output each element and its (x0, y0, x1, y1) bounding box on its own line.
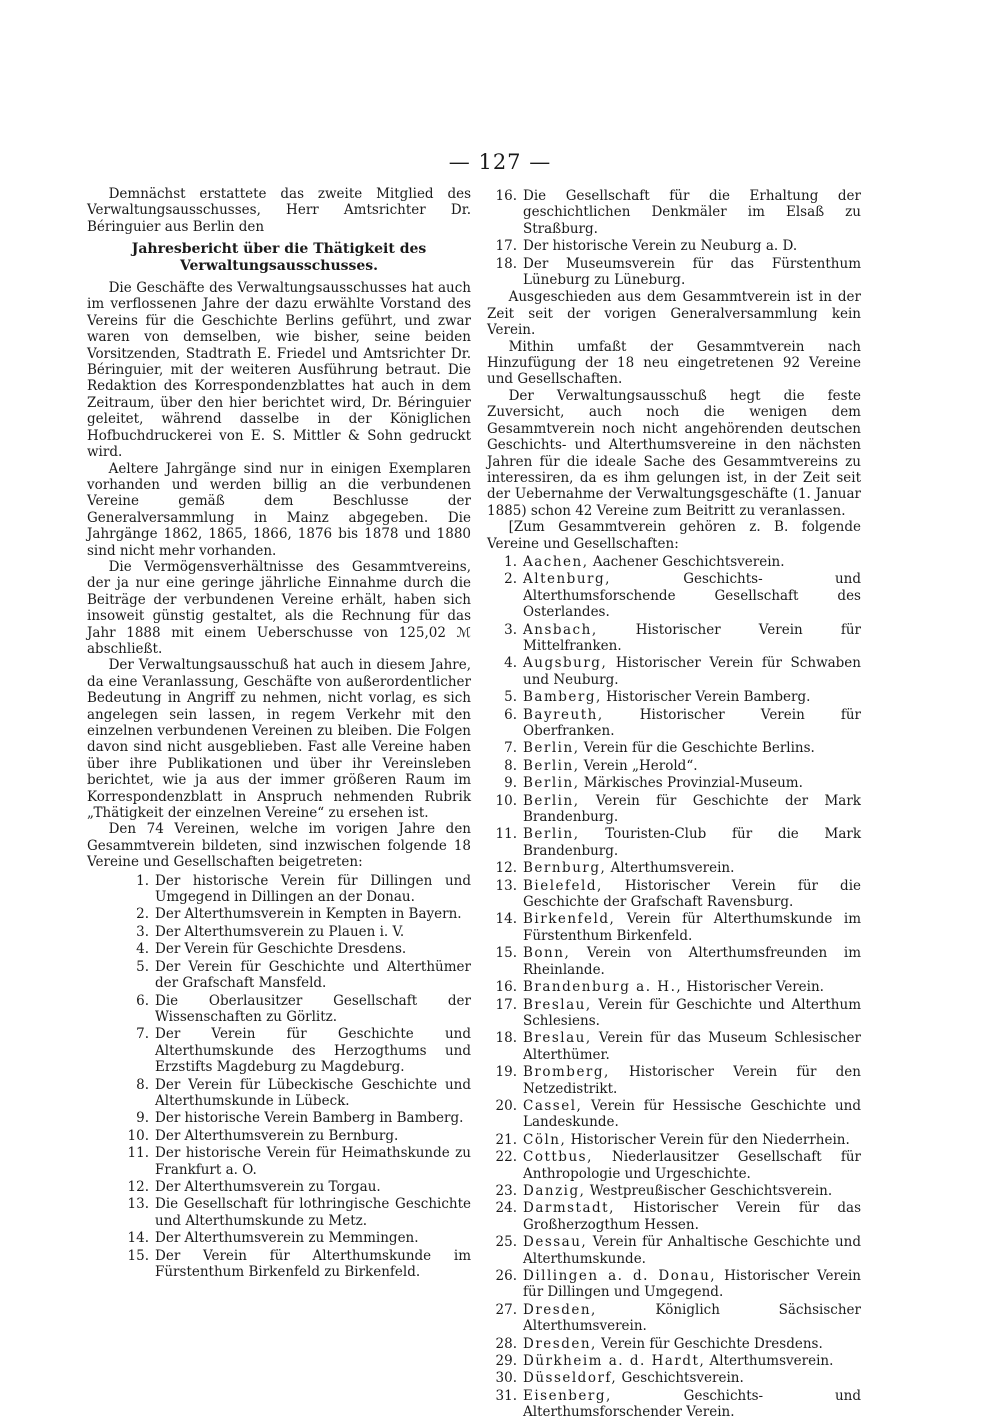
society-place-name: Berlin, (523, 792, 580, 809)
list-item-number: 16. (495, 188, 517, 204)
list-item (487, 878, 861, 911)
list-item (487, 707, 861, 740)
society-place-name: Danzig, (523, 1182, 586, 1199)
list-item-text: Historischer Verein Bamberg. (606, 689, 811, 706)
list-item-text: Der historische Verein für Dillingen und Umgegend in Dillingen an der Donau. (155, 872, 471, 906)
list-item-text: Der Alterthumsverein zu Torgau. (155, 1178, 381, 1195)
list-item-number: 5. (136, 958, 149, 975)
list-item-text: Touristen-Club für die Mark Brandenburg. (523, 826, 861, 859)
list-item-number: 28. (495, 1335, 517, 1352)
list-item-number: 8. (136, 1076, 149, 1093)
list-item-text: Verein für das Museum Schlesischer Alterthümer. (523, 1030, 861, 1063)
list-item-number: 13. (127, 1196, 149, 1213)
society-place-name: Bamberg, (523, 689, 602, 706)
list-item-number: 10. (495, 792, 517, 809)
list-item-text: Verein für Anhaltische Geschichte und Alterthumskunde. (523, 1234, 861, 1267)
list-item (487, 979, 861, 995)
society-place-name: Berlin, (523, 757, 580, 774)
list-item (487, 1149, 861, 1182)
list-item-number: 6. (136, 992, 149, 1009)
society-place-name: Dresden, (523, 1335, 597, 1352)
list-item-text: Historischer Verein für den Niederrhein. (570, 1131, 850, 1148)
paragraph: Die Geschäfte des Verwaltungsausschusses hat auch im verflossenen Jahre der dazu erwählte Vorstand des Vereins für die Geschichte Berlins geführt, und zwar waren von demselben, wie bisher, seine beiden Vorsitzenden, Stadtrath E. Friedel und Amtsrichter Dr. Béringuier, mit der weiteren Ausführung betraut. Die Redaktion des Korrespondenzblattes hat auch in dem Zeitraum, über den hier berichtet wird, Dr. Béringuier geleitet, während dasselbe in der Königlichen Hofbuchdruckerei von E. S. Mittler & Sohn gedruckt wird. (87, 280, 471, 461)
list-item (487, 1370, 861, 1386)
list-item (487, 945, 861, 978)
list-item (87, 1110, 471, 1126)
society-place-name: Augsburg, (523, 655, 608, 672)
society-place-name: Bayreuth, (523, 706, 604, 723)
paragraph: [Zum Gesammtverein gehören z. B. folgende Vereine und Gesellschaften: (487, 519, 861, 552)
list-item-number: 22. (495, 1149, 517, 1166)
list-item (487, 1353, 861, 1369)
list-item-number: 12. (127, 1178, 149, 1195)
list-item-number: 17. (495, 238, 517, 255)
page-number: — 127 — (448, 150, 552, 174)
list-item (487, 188, 861, 237)
society-place-name: Cöln, (523, 1131, 567, 1148)
list-item-number: 3. (136, 923, 149, 940)
list-item-text: Verein für Alterthumskunde im Fürstenthum Birkenfeld. (523, 911, 861, 944)
society-place-name: Bielefeld, (523, 877, 603, 894)
new-members-list-continued (487, 188, 861, 288)
list-item (487, 1064, 861, 1097)
society-place-name: Ansbach, (523, 621, 598, 638)
list-item (487, 571, 861, 620)
society-place-name: Birkenfeld, (523, 911, 616, 928)
list-item-number: 6. (504, 706, 517, 723)
list-item-text: Der historische Verein zu Neuburg a. D. (523, 238, 798, 255)
society-place-name: Bromberg, (523, 1064, 610, 1081)
list-item-number: 2. (504, 571, 517, 588)
society-place-name: Eisenberg, (523, 1387, 612, 1404)
list-item-text: Verein „Herold“. (583, 757, 698, 774)
list-item (487, 1268, 861, 1301)
paragraph: Aeltere Jahrgänge sind nur in einigen Exemplaren vorhanden und werden billig an die verbundenen Vereine gemäß dem Beschlusse der Generalversammlung in Mainz abgegeben. Die Jahrgänge 1862, 1865, 1866, 1876 bis 1878 und 1880 sind nicht mehr vorhanden. (87, 460, 471, 559)
list-item-text: Königlich Sächsischer Alterthumsverein. (523, 1301, 861, 1335)
society-place-name: Breslau, (523, 996, 592, 1013)
list-item-text: Aachener Geschichtsverein. (592, 553, 785, 570)
list-item (87, 906, 471, 922)
list-item-number: 11. (127, 1145, 149, 1162)
list-item (487, 793, 861, 826)
list-item-text: Verein für Hessische Geschichte und Landeskunde. (523, 1097, 861, 1131)
list-item-text: Geschichtsverein. (621, 1370, 744, 1387)
list-item-number: 18. (495, 1030, 517, 1047)
paragraph: Die Vermögensverhältnisse des Gesammtvereins, der ja nur eine geringe jährliche Einnahme durch die Beiträge der verbundenen Vereine erhält, haben sich insoweit günstig gestaltet, als die Rechnung für das Jahr 1888 mit einem Ueberschusse von 125,02 ℳ abschließt. (87, 558, 471, 657)
list-item (87, 1196, 471, 1229)
list-item (487, 554, 861, 570)
list-item-number: 27. (495, 1301, 517, 1318)
list-item-text: Verein für Geschichte Dresdens. (601, 1335, 823, 1352)
society-place-name: Berlin, (523, 775, 580, 792)
right-column (487, 186, 861, 1422)
list-item-number: 4. (136, 941, 149, 958)
list-item (487, 622, 861, 655)
section-heading: Jahresbericht über die Thätigkeit des Verwaltungsausschusses. (131, 241, 427, 274)
list-item-number: 20. (495, 1097, 517, 1114)
list-item (87, 1026, 471, 1075)
list-item-number: 29. (495, 1353, 517, 1370)
list-item (487, 911, 861, 944)
society-place-name: Cottbus, (523, 1149, 593, 1166)
list-item (487, 1336, 861, 1352)
list-item (87, 1077, 471, 1110)
list-item-text: Verein für die Geschichte Berlins. (583, 740, 815, 757)
list-item-text: Der Museumsverein für das Fürstenthum Lüneburg zu Lüneburg. (523, 255, 861, 289)
paragraph: Der Verwaltungsausschuß hegt die feste Zuversicht, auch noch die wenigen dem Gesammtverein noch nicht angehörenden deutschen Geschichts- und Alterthumsvereine in den nächsten Jahren für die ideale Sache des Gesammtvereins zu interessiren, da es ihm gelungen ist, in der Zeit seit der Uebernahme der Verwaltungsgeschäfte (1. Januar 1885) schon 42 Vereine zum Beitritt zu veranlassen. (487, 387, 861, 519)
intro-paragraph: Demnächst erstattete das zweite Mitglied des Verwaltungsausschusses, Herr Amtsrichter Dr. Béringuier aus Berlin den (87, 186, 471, 235)
society-place-name: Dillingen a. d. Donau, (523, 1268, 717, 1284)
list-item-text: Der Alterthumsverein zu Plauen i. V. (155, 923, 405, 940)
list-item (87, 941, 471, 957)
list-item (487, 238, 861, 254)
society-place-name: Aachen, (523, 553, 589, 570)
list-item-text: Alterthumsverein. (610, 860, 735, 877)
list-item-number: 7. (136, 1026, 149, 1043)
paragraph: Der Verwaltungsausschuß hat auch in diesem Jahre, da eine Veranlassung, Geschäfte von außerordentlicher Bedeutung in Angriff zu nehmen, nicht vorlag, es sich angelegen sein lassen, in regem Verkehr mit den einzelnen verbundenen Vereinen zu bleiben. Die Folgen davon sind nicht ausgeblieben. Fast alle Vereine haben über ihre Publikationen und über ihr Vereinsleben berichtet, wie ja aus der immer größeren Raum im Korrespondenzblatt in Anspruch nehmenden Rubrik „Thätigkeit der einzelnen Vereine“ zu ersehen ist. (87, 657, 471, 822)
list-item-number: 30. (495, 1370, 517, 1387)
society-place-name: Dürkheim a. d. Hardt, (523, 1353, 706, 1370)
list-item (87, 1248, 471, 1281)
list-item (87, 1128, 471, 1144)
list-item-number: 17. (495, 996, 517, 1013)
list-item-number: 2. (136, 906, 149, 923)
list-item-text: Der Alterthumsverein in Kempten in Bayern. (155, 906, 462, 923)
list-item-number: 13. (495, 877, 517, 894)
list-item (487, 1132, 861, 1148)
list-item-text: Der historische Verein Bamberg in Bamberg. (155, 1110, 464, 1127)
list-item-number: 4. (504, 655, 517, 672)
society-place-name: Breslau, (523, 1030, 592, 1047)
society-place-name: Dessau, (523, 1234, 588, 1251)
list-item-number: 19. (495, 1064, 517, 1081)
society-place-name: Cassel, (523, 1097, 583, 1114)
list-item-text: Der Alterthumsverein zu Memmingen. (155, 1230, 419, 1247)
list-item-text: Die Gesellschaft für lothringische Geschichte und Alterthumskunde zu Metz. (155, 1196, 471, 1229)
list-item-text: Verein von Alterthumsfreunden im Rheinlande. (523, 945, 861, 978)
list-item (487, 1183, 861, 1199)
society-place-name: Berlin, (523, 740, 580, 757)
list-item-text: Geschichts- und Alterthumsforschender Verein. (523, 1387, 861, 1421)
list-item-text: Historischer Verein für Schwaben und Neuburg. (523, 655, 861, 688)
list-item (487, 775, 861, 791)
list-item-text: Geschichts- und Alterthumsforschende Gesellschaft des Osterlandes. (523, 571, 861, 621)
list-item-text: Historischer Verein für Mittelfranken. (523, 621, 861, 654)
list-item (487, 740, 861, 756)
list-item (487, 1098, 861, 1131)
list-item (487, 758, 861, 774)
list-item-number: 14. (495, 911, 517, 928)
list-item (87, 924, 471, 940)
list-item-text: Historischer Verein für den Netzedistrikt. (523, 1064, 861, 1097)
list-item-text: Der Alterthumsverein zu Bernburg. (155, 1127, 399, 1144)
list-item-text: Der Verein für Alterthumskunde im Fürstenthum Birkenfeld zu Birkenfeld. (155, 1247, 471, 1280)
list-item-number: 3. (504, 621, 517, 638)
society-place-name: Altenburg, (523, 571, 611, 588)
list-item-text: Alterthumsverein. (709, 1353, 834, 1370)
list-item (87, 1230, 471, 1246)
list-item-text: Westpreußischer Geschichtsverein. (589, 1182, 833, 1199)
list-item (487, 1030, 861, 1063)
list-item-number: 1. (136, 872, 149, 889)
member-societies-list (487, 554, 861, 1421)
list-item-text: Historischer Verein. (686, 979, 824, 996)
society-place-name: Brandenburg a. H., (523, 979, 683, 996)
society-place-name: Berlin, (523, 826, 580, 843)
list-item (87, 993, 471, 1026)
list-item-text: Historischer Verein für das Großherzogthum Hessen. (523, 1200, 861, 1233)
list-item-number: 12. (495, 860, 517, 877)
list-item-text: Verein für Geschichte der Mark Brandenburg. (523, 792, 861, 826)
list-item (87, 1179, 471, 1195)
list-item (487, 1200, 861, 1233)
list-item-text: Märkisches Provinzial-Museum. (583, 775, 803, 792)
list-item-number: 8. (504, 757, 517, 774)
list-item-number: 25. (495, 1234, 517, 1251)
list-item-text: Historischer Verein für Oberfranken. (523, 706, 861, 739)
list-item-text: Niederlausitzer Gesellschaft für Anthropologie und Urgeschichte. (523, 1149, 861, 1182)
list-item (487, 1302, 861, 1335)
list-item-text: Der historische Verein für Heimathskunde zu Frankfurt a. O. (155, 1145, 471, 1178)
list-item-text: Die Gesellschaft für die Erhaltung der geschichtlichen Denkmäler im Elsaß zu Straßburg. (523, 188, 861, 237)
list-item-number: 23. (495, 1182, 517, 1199)
list-item-number: 24. (495, 1200, 517, 1217)
list-item-text: Historischer Verein für die Geschichte der Grafschaft Ravensburg. (523, 877, 862, 911)
list-item-text: Der Verein für Geschichte Dresdens. (155, 941, 407, 958)
list-item-number: 9. (136, 1110, 149, 1127)
list-item (487, 655, 861, 688)
list-item (487, 997, 861, 1030)
list-item (487, 860, 861, 876)
left-column (87, 186, 471, 1281)
list-item-number: 7. (504, 740, 517, 757)
list-item-text: Die Oberlausitzer Gesellschaft der Wissenschaften zu Görlitz. (155, 992, 471, 1025)
list-item-number: 5. (504, 689, 517, 706)
list-item-text: Historischer Verein für Dillingen und Umgegend. (523, 1268, 861, 1301)
list-item-number: 11. (495, 826, 517, 843)
list-item-number: 18. (495, 255, 517, 272)
list-item (487, 1388, 861, 1421)
list-item-number: 15. (495, 945, 517, 962)
list-item-number: 16. (495, 979, 517, 996)
list-item (87, 1145, 471, 1178)
list-item (87, 959, 471, 992)
list-item-number: 1. (504, 553, 517, 570)
list-item-number: 14. (127, 1230, 149, 1247)
list-item (487, 256, 861, 289)
list-item-number: 31. (495, 1387, 517, 1404)
society-place-name: Bernburg, (523, 860, 607, 877)
list-item-number: 21. (495, 1131, 517, 1148)
list-item (487, 1234, 861, 1267)
list-item-number: 26. (495, 1268, 517, 1284)
list-item (87, 873, 471, 906)
paragraph: Den 74 Vereinen, welche im vorigen Jahre den Gesammtverein bildeten, sind inzwischen folgende 18 Vereine und Gesellschaften beigetreten: (87, 821, 471, 871)
list-item-number: 10. (127, 1127, 149, 1144)
list-item-number: 15. (127, 1247, 149, 1264)
list-item-text: Der Verein für Geschichte und Alterthümer der Grafschaft Mansfeld. (155, 958, 471, 992)
paragraph: Mithin umfaßt der Gesammtverein nach Hinzufügung der 18 neu eingetretenen 92 Vereine und Gesellschaften. (487, 338, 861, 388)
society-place-name: Bonn, (523, 945, 571, 962)
list-item (487, 689, 861, 705)
list-item-text: Der Verein für Lübeckische Geschichte und Alterthumskunde in Lübeck. (155, 1076, 471, 1109)
list-item-text: Verein für Geschichte und Alterthum Schlesiens. (523, 996, 861, 1029)
new-members-list (87, 873, 471, 1281)
society-place-name: Dresden, (523, 1301, 597, 1318)
list-item-text: Der Verein für Geschichte und Alterthumskunde des Herzogthums und Erzstifts Magdeburg zu Magdeburg. (155, 1026, 471, 1076)
society-place-name: Darmstadt, (523, 1200, 615, 1217)
society-place-name: Düsseldorf, (523, 1370, 618, 1387)
list-item-number: 9. (504, 775, 517, 792)
paragraph: Ausgeschieden aus dem Gesammtverein ist in der Zeit seit der vorigen Generalversammlung kein Verein. (487, 289, 861, 339)
list-item (487, 826, 861, 859)
